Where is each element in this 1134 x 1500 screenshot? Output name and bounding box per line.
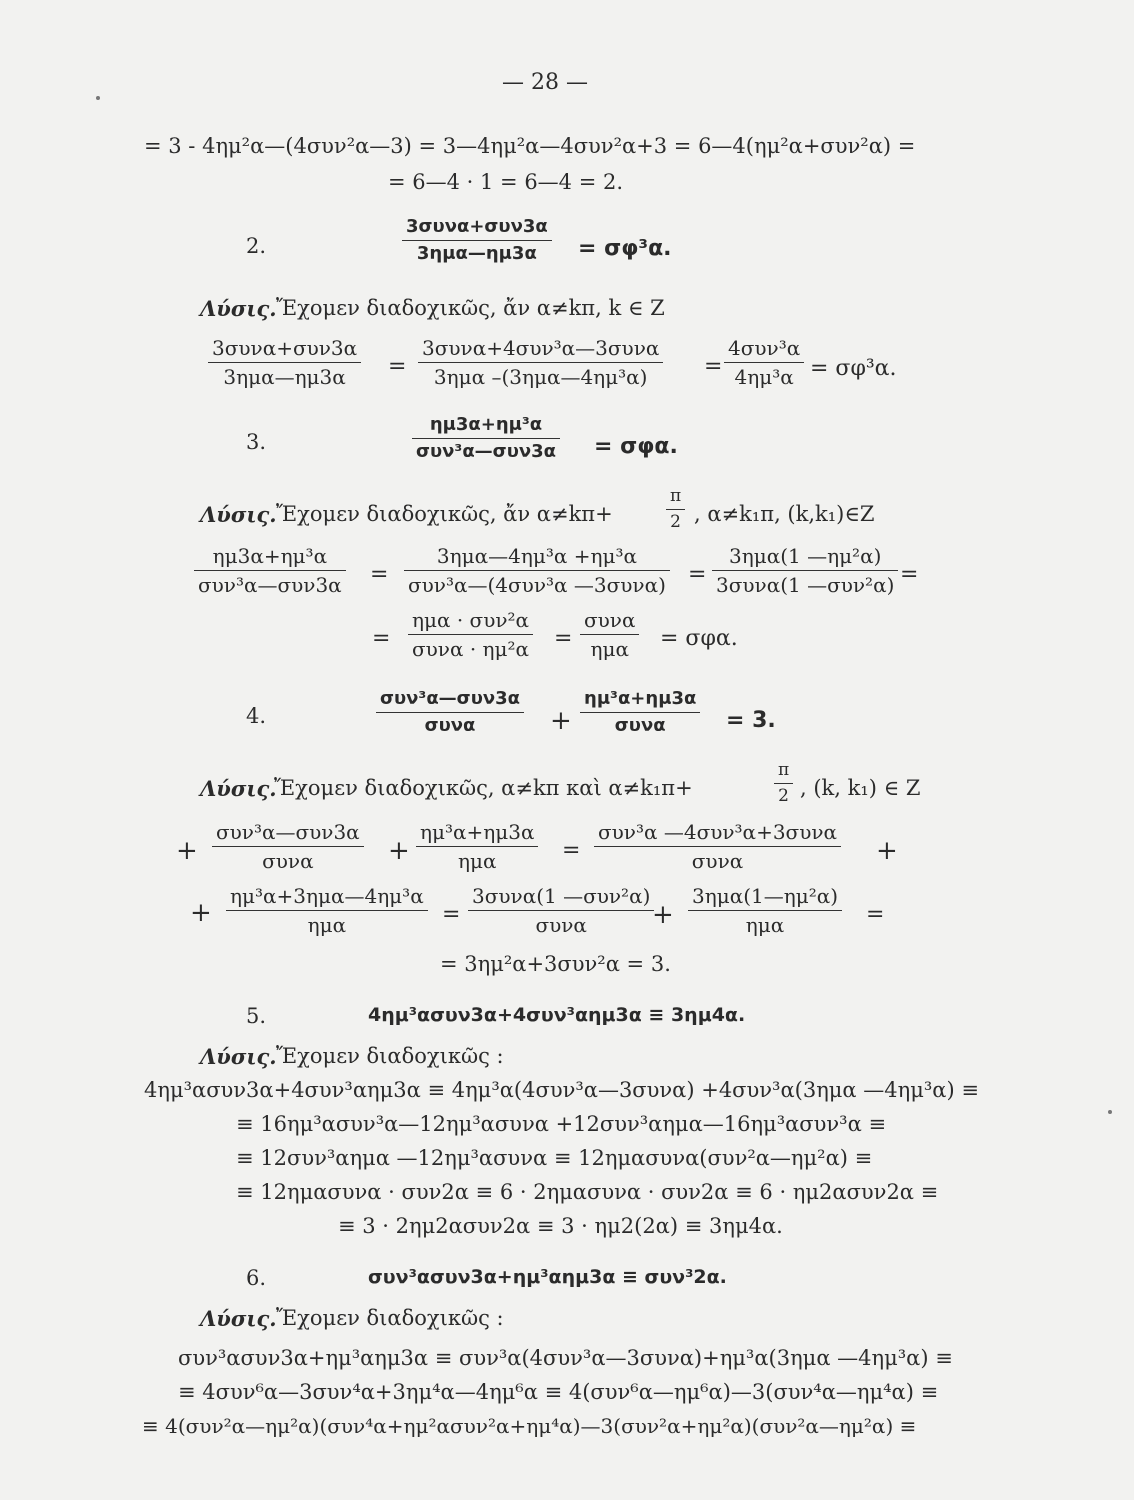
fraction: [404, 546, 670, 595]
page-number: — 28 —: [502, 70, 588, 95]
solution-intro: Ἔχομεν διαδοχικῶς :: [276, 1306, 504, 1330]
denominator: συν³α—συν3α: [416, 441, 557, 462]
plus-sign: +: [652, 900, 674, 930]
denominator: 3ημα –(3ημα—4ημ³α): [433, 365, 648, 389]
fraction: [418, 338, 663, 387]
plus-sign: +: [176, 836, 198, 866]
fraction: [712, 546, 898, 595]
problem-number: 6.: [246, 1266, 267, 1290]
equation-line: ≡ 12συν³αημα —12ημ³ασυνα ≡ 12ημασυνα(συν²α—ημ²α) ≡: [236, 1146, 873, 1170]
fraction: [208, 338, 361, 387]
equation-rhs: = 3.: [726, 708, 776, 733]
equation-line: ≡ 12ημασυνα · συν2α ≡ 6 · 2ημασυνα · συν2α ≡ 6 · ημ2ασυν2α ≡: [236, 1180, 939, 1204]
denominator: ημα: [457, 849, 497, 873]
numerator: ημα · συν²α: [412, 608, 530, 632]
plus-sign: +: [190, 898, 212, 928]
equals-sign: =: [442, 902, 461, 927]
fraction: [724, 338, 804, 387]
numerator: 3συνα(1 —συν²α): [472, 884, 651, 908]
equation-line: συν³ασυν3α+ημ³αημ3α ≡ συν³α(4συν³α—3συνα)+ημ³α(3ημα —4ημ³α) ≡: [178, 1346, 953, 1370]
problem-number: 4.: [246, 704, 267, 728]
denominator: 3ημα—ημ3α: [416, 243, 537, 264]
numerator: 3ημα(1—ημ²α): [692, 884, 839, 908]
numerator: 3συνα+συν3α: [212, 336, 358, 360]
numerator: συν³α —4συν³α+3συνα: [598, 820, 838, 844]
numerator: π: [778, 760, 790, 780]
numerator: συν³α—συν3α: [216, 820, 360, 844]
equals-sign: =: [562, 838, 581, 863]
equation-line: = 6—4 · 1 = 6—4 = 2.: [388, 170, 624, 194]
denominator: συνα: [262, 849, 314, 873]
solution-intro: Ἔχομεν διαδοχικῶς, ἄν α≠kπ+: [276, 502, 613, 526]
equals-sign: =: [370, 562, 389, 587]
numerator: ημ3α+ημ³α: [429, 414, 543, 435]
equals-sign: =: [704, 354, 723, 379]
numerator: συν³α—συν3α: [380, 688, 521, 709]
equation-rhs: = σφα.: [660, 626, 738, 651]
fraction-pi-over-2: [774, 762, 793, 805]
denominator: συν³α—(4συν³α —3συνα): [408, 573, 666, 597]
equals-sign: =: [866, 902, 885, 927]
fraction: [402, 218, 552, 263]
denominator: 4ημ³α: [734, 365, 794, 389]
solution-intro-cont: , (k, k₁) ∈ Z: [800, 776, 921, 800]
numerator: 3συνα+συν3α: [406, 216, 548, 237]
speck: [96, 96, 100, 100]
equals-sign: =: [554, 626, 573, 651]
fraction-pi-over-2: [666, 488, 685, 531]
denominator: συνα · ημ²α: [412, 637, 530, 661]
solution-intro: Ἔχομεν διαδοχικῶς, ἄν α≠kπ, k ∈ Z: [276, 296, 665, 320]
fraction: [580, 610, 639, 659]
fraction: [468, 886, 654, 935]
fraction: [416, 822, 538, 871]
numerator: 3συνα+4συν³α—3συνα: [422, 336, 660, 360]
numerator: ημ³α+ημ3α: [420, 820, 535, 844]
solution-label: Λύσις.: [200, 776, 277, 801]
plus-sign: +: [876, 836, 898, 866]
plus-sign: +: [550, 706, 572, 736]
equals-sign: =: [900, 562, 919, 587]
denominator: 2: [670, 512, 681, 532]
numerator: ημ3α+ημ³α: [212, 544, 328, 568]
equation-line: ≡ 4(συν²α—ημ²α)(συν⁴α+ημ²ασυν²α+ημ⁴α)—3(συν²α+ημ²α)(συν²α—ημ²α) ≡: [142, 1414, 917, 1438]
fraction: [412, 416, 560, 461]
fraction: [212, 822, 364, 871]
equation-line: 4ημ³ασυν3α+4συν³αημ3α ≡ 4ημ³α(4συν³α—3συνα) +4συν³α(3ημα —4ημ³α) ≡: [144, 1078, 979, 1102]
denominator: συνα: [614, 715, 666, 736]
plus-sign: +: [388, 836, 410, 866]
equals-sign: =: [688, 562, 707, 587]
problem-statement: συν³ασυν3α+ημ³αημ3α ≡ συν³2α.: [368, 1266, 727, 1288]
solution-label: Λύσις.: [200, 1306, 277, 1331]
numerator: ημ³α+3ημα—4ημ³α: [230, 884, 424, 908]
denominator: συνα: [535, 913, 587, 937]
denominator: 2: [778, 786, 789, 806]
problem-number: 5.: [246, 1004, 267, 1028]
problem-number: 2.: [246, 234, 267, 258]
solution-label: Λύσις.: [200, 296, 277, 321]
fraction: [580, 690, 700, 735]
numerator: π: [670, 486, 682, 506]
fraction: [688, 886, 842, 935]
numerator: 3ημα—4ημ³α +ημ³α: [436, 544, 637, 568]
denominator: συν³α—συν3α: [198, 573, 342, 597]
equation-rhs: = σφ³α.: [578, 236, 672, 261]
equation-rhs: = σφα.: [594, 434, 678, 459]
solution-intro: Ἔχομεν διαδοχικῶς :: [276, 1044, 504, 1068]
denominator: ημα: [745, 913, 785, 937]
numerator: ημ³α+ημ3α: [584, 688, 697, 709]
equation-line: = 3ημ²α+3συν²α = 3.: [440, 952, 671, 976]
fraction: [376, 690, 524, 735]
denominator: 3συνα(1 —συν²α): [716, 573, 895, 597]
equation-rhs: = σφ³α.: [810, 356, 897, 381]
denominator: 3ημα—ημ3α: [223, 365, 346, 389]
problem-statement: 4ημ³ασυν3α+4συν³αημ3α ≡ 3ημ4α.: [368, 1004, 746, 1026]
denominator: συνα: [691, 849, 744, 873]
equation-line: ≡ 4συν⁶α—3συν⁴α+3ημ⁴α—4ημ⁶α ≡ 4(συν⁶α—ημ⁶α)—3(συν⁴α—ημ⁴α) ≡: [178, 1380, 939, 1404]
equation-line: ≡ 3 · 2ημ2ασυν2α ≡ 3 · ημ2(2α) ≡ 3ημ4α.: [338, 1214, 783, 1238]
solution-intro-cont: , α≠k₁π, (k,k₁)∈Z: [694, 502, 875, 526]
equation-line: ≡ 16ημ³ασυν³α—12ημ³ασυνα +12συν³αημα—16ημ³ασυν³α ≡: [236, 1112, 887, 1136]
denominator: ημα: [307, 913, 347, 937]
fraction: [226, 886, 428, 935]
solution-intro: Ἔχομεν διαδοχικῶς, α≠kπ καὶ α≠k₁π+: [274, 776, 693, 800]
numerator: 4συν³α: [728, 336, 801, 360]
denominator: συνα: [424, 715, 476, 736]
denominator: ημα: [590, 637, 629, 661]
fraction: [194, 546, 346, 595]
equation-line: = 3 - 4ημ²α—(4συν²α—3) = 3—4ημ²α—4συν²α+3 = 6—4(ημ²α+συν²α) =: [144, 134, 916, 158]
numerator: συνα: [584, 608, 636, 632]
equals-sign: =: [388, 354, 407, 379]
solution-label: Λύσις.: [200, 1044, 277, 1069]
speck: [1108, 1110, 1112, 1114]
solution-label: Λύσις.: [200, 502, 277, 527]
fraction: [408, 610, 533, 659]
equals-sign: =: [372, 626, 391, 651]
fraction: [594, 822, 841, 871]
numerator: 3ημα(1 —ημ²α): [728, 544, 882, 568]
problem-number: 3.: [246, 430, 267, 454]
